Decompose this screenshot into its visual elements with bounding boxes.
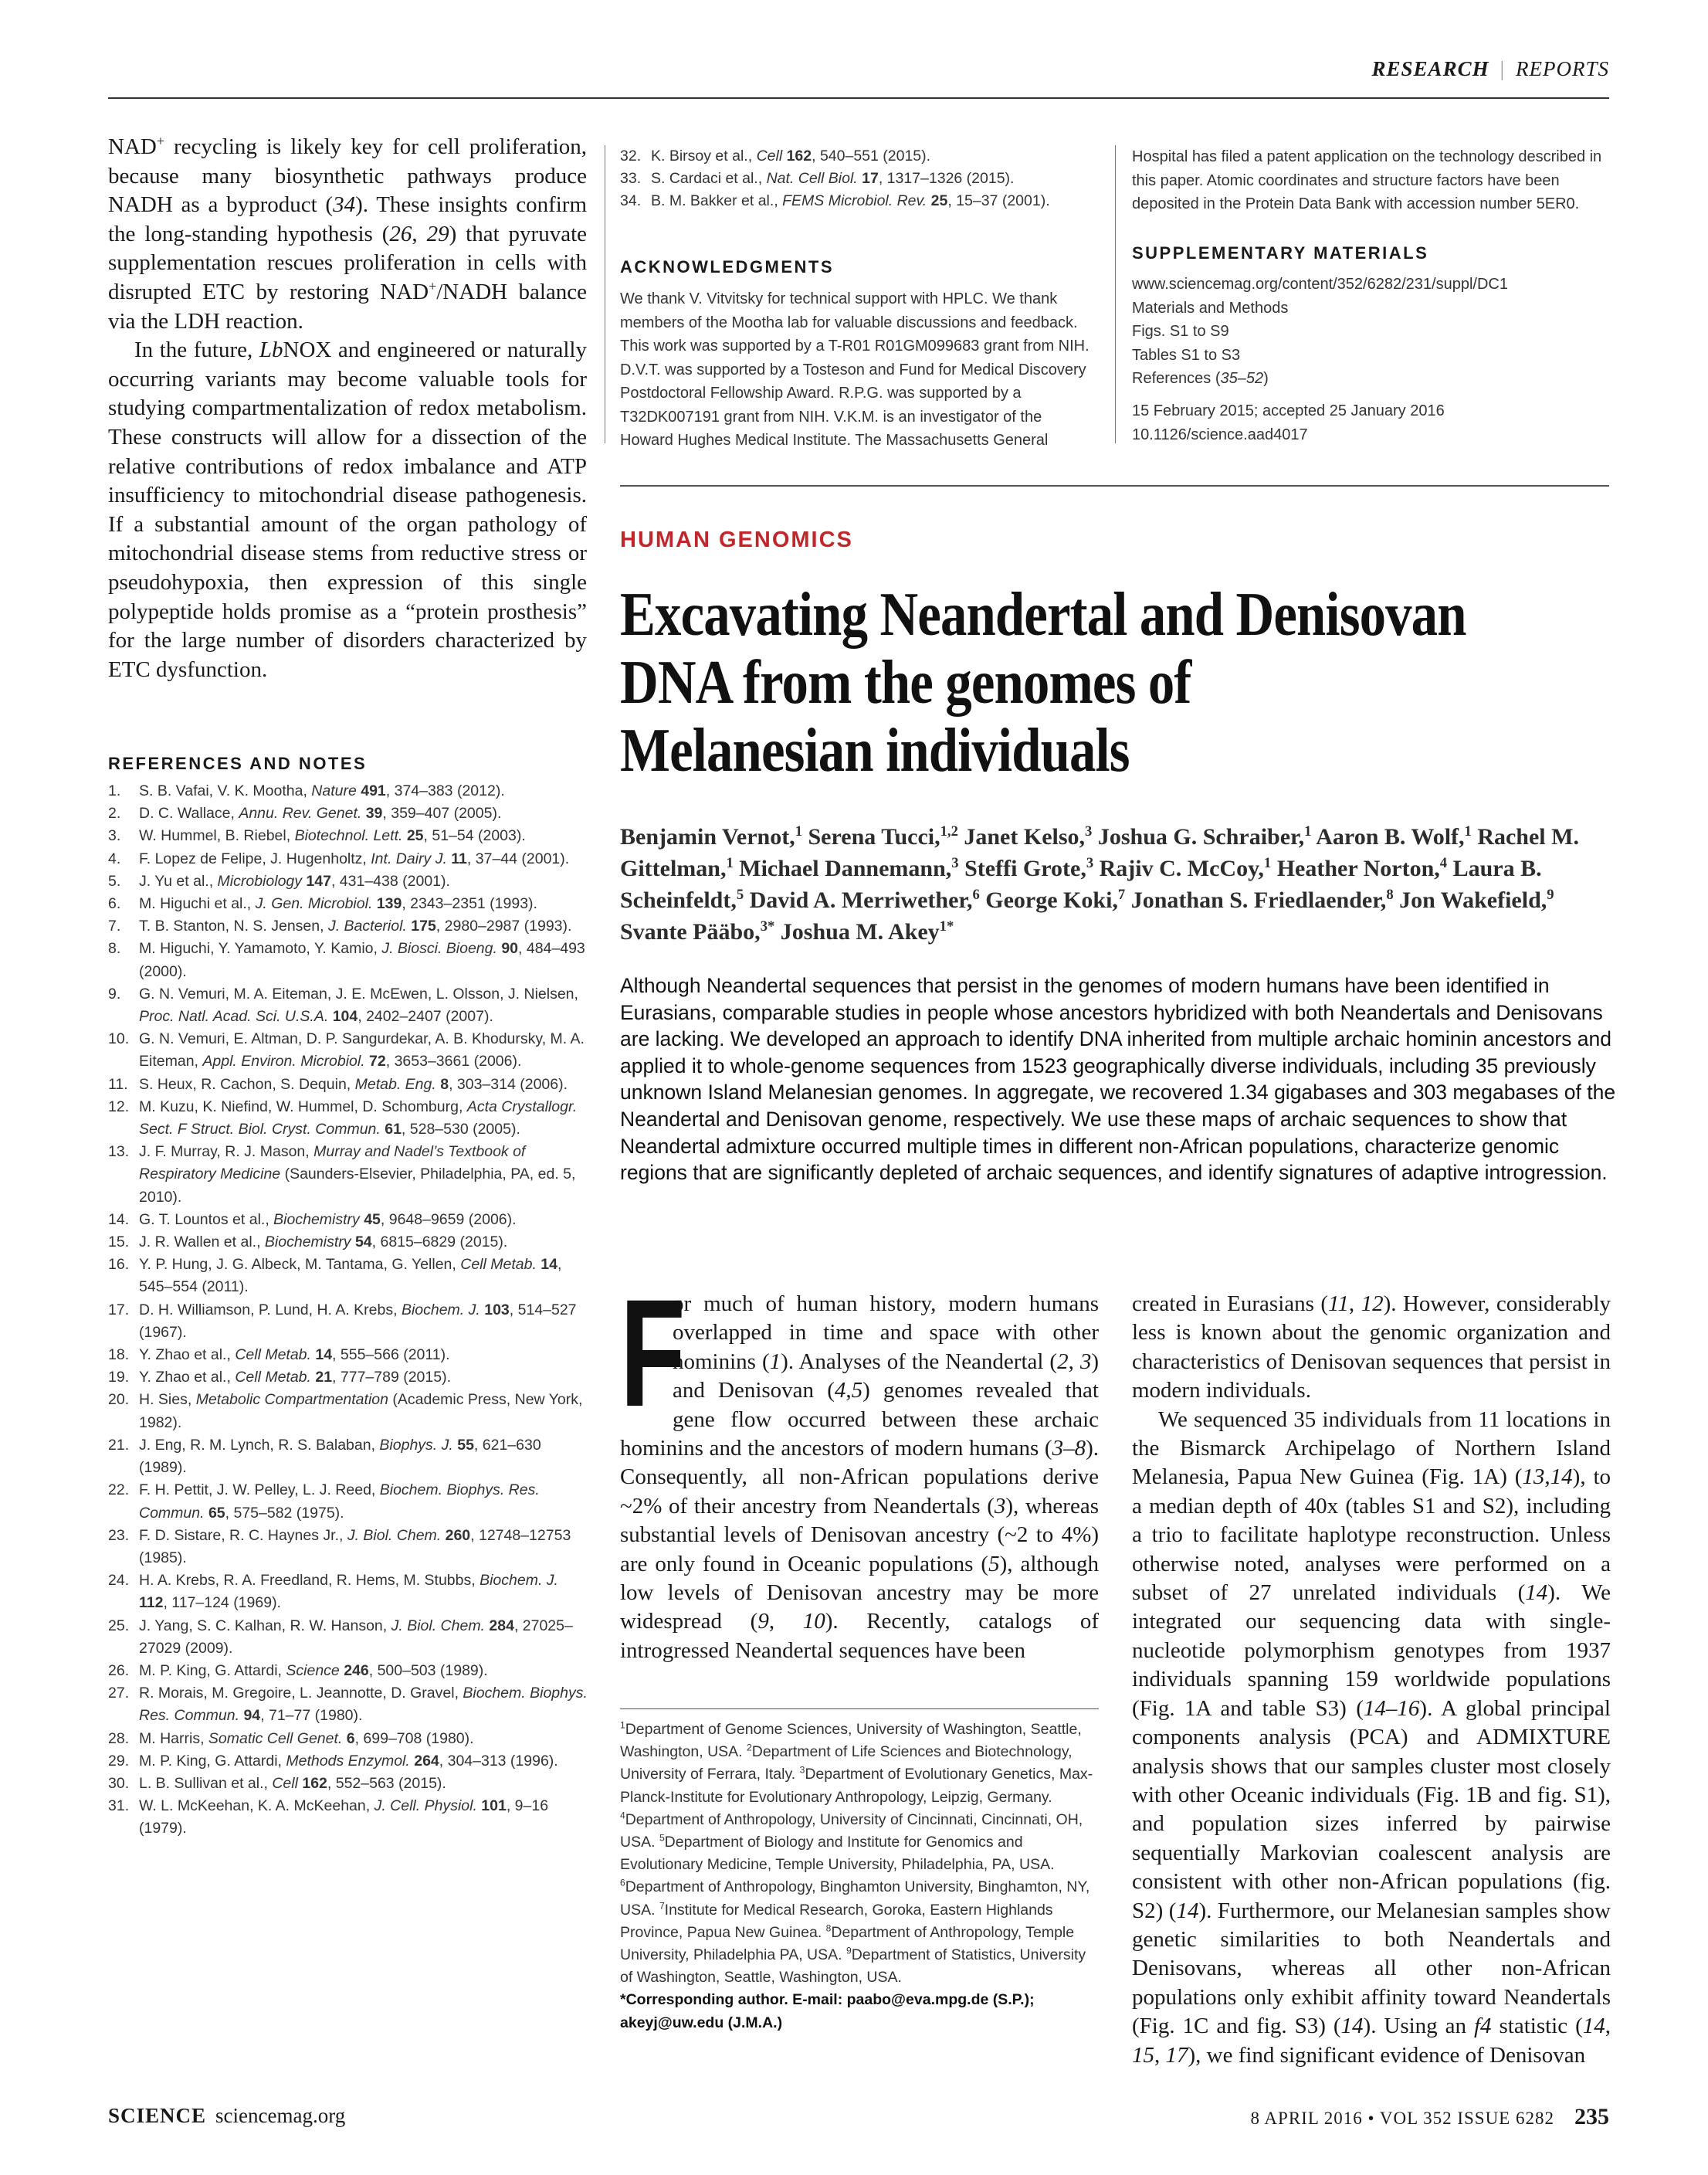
author <box>1100 856 1277 881</box>
reference-number: 9. <box>108 985 121 1003</box>
reference-item: 30. L. B. Sullivan et al., Cell 162, 552–563 (2015). <box>108 1773 590 1795</box>
journal-site[interactable]: sciencemag.org <box>215 2104 346 2127</box>
reference-item: 20. H. Sies, Metabolic Compartmentation (Academic Press, New York, 1982). <box>108 1389 590 1434</box>
body-column-right <box>1132 1290 1611 2070</box>
body-column-left <box>620 1267 1100 1665</box>
previous-article-text <box>108 133 587 684</box>
reference-item: 17. D. H. Williamson, P. Lund, H. A. Krebs, Biochem. J. 103, 514–527 (1967). <box>108 1299 590 1344</box>
paragraph: F or much of human history, modern humans overlapped in time and space with other hominins (1). Analyses of the Neandertal (2, 3) and Denisovan (4,5) genomes revealed that gene flow occurred between these archaic hominins and the ancestors of modern humans (3–8). Consequently, all non-African populations derive ~2% of their ancestry from Neandertals (3), whereas substantial levels of Denisovan ancestry (~2 to 4%) are only found in Oceanic populations (5), although low levels of Denisovan ancestry may be more widespread (9, 10). Recently, catalogs of introgressed Neandertal sequences have been <box>620 1267 1100 1663</box>
reference-number: 12. <box>108 1098 130 1115</box>
author <box>1399 887 1554 913</box>
author <box>620 824 808 850</box>
reference-item: 18. Y. Zhao et al., Cell Metab. 14, 555–566 (2011). <box>108 1344 590 1366</box>
header-section: RESEARCH <box>1371 57 1489 80</box>
running-header <box>108 57 1609 81</box>
reference-number: 27. <box>108 1685 130 1702</box>
reference-item: 14. G. T. Lountos et al., Biochemistry 45, 9648–9659 (2006). <box>108 1209 590 1231</box>
author-affiliation: 3 <box>951 855 959 871</box>
paragraph: NAD+ recycling is likely key for cell proliferation, because many biosynthetic pathways produce NADH as a byproduct (34). These insights confirm the long-standing hypothesis (26, 29) that pyruvate supplementation rescues proliferation in cells with disrupted ETC by restoring NAD+/NADH balance via the LDH reaction. <box>108 133 587 334</box>
author-affiliation: 3 <box>1085 823 1093 840</box>
article-divider <box>620 485 1609 487</box>
reference-item: 1. S. B. Vafai, V. K. Mootha, Nature 491, 374–383 (2012). <box>108 780 590 802</box>
reference-item: 31. W. L. McKeehan, K. A. McKeehan, J. Cell. Physiol. 101, 9–16 (1979). <box>108 1795 590 1840</box>
issue-info: 8 APRIL 2016 • VOL 352 ISSUE 6282 <box>1250 2109 1554 2128</box>
author-name: David A. Merriwether, <box>749 887 973 913</box>
reference-number: 3. <box>108 827 121 845</box>
author-name: George Koki, <box>985 887 1118 913</box>
reference-item: 34. B. M. Bakker et al., FEMS Microbiol. Rev. 25, 15–37 (2001). <box>620 190 1099 212</box>
acknowledgments-text: We thank V. Vitvitsky for technical support with HPLC. We thank members of the Mootha lab for valuable discussions and feedback. This work was supported by a T-R01 R01GM099683 grant from NIH. D.V.T. was supported by a Tosteson and Fund for Medical Discovery Postdoctoral Fellowship Award. R.P.G. was supported by a T32DK007191 grant from NIH. V.K.M. is an investigator of the Howard Hughes Medical Institute. The Massachusetts General <box>620 290 1090 449</box>
reference-number: 10. <box>108 1030 130 1048</box>
paragraph: We sequenced 35 individuals from 11 locations in the Bismarck Archipelago of Northern Island Melanesia, Papua New Guinea (Fig. 1A) (13,14), to a median depth of 40x (tables S1 and S2), including a trio to facilitate haplotype reconstruction. Unless otherwise noted, analyses were performed on a subset of 27 unrelated individuals (14). We integrated our sequencing data with single-nucleotide polymorphism genotypes from 1937 individuals spanning 159 worldwide populations (Fig. 1A and table S3) (14–16). A global principal components analysis (PCA) and ADMIXTURE analysis shows that our samples cluster most closely with other Oceanic individuals (Fig. 1B and fig. S1), and population sizes inferred by pairwise sequentially Markovian coalescent analysis are consistent with other non-African populations (fig. S2) (14). Furthermore, our Melanesian samples show genetic similarities to both Neandertals and Denisovans, whereas all other non-African populations only exhibit affinity toward Neandertals (Fig. 1C and fig. S3) (14). Using an f4 statistic (14, 15, 17), we find significant evidence of Denisovan <box>1132 1406 1611 2068</box>
author-name: Rachel M. Gittelman, <box>620 824 1579 881</box>
author-name: Aaron B. Wolf, <box>1316 824 1465 850</box>
reference-item: 24. H. A. Krebs, R. A. Freedland, R. Hems, M. Stubbs, Biochem. J. 112, 117–124 (1969). <box>108 1569 590 1614</box>
reference-item: 23. F. D. Sistare, R. C. Haynes Jr., J. Biol. Chem. 260, 12748–12753 (1985). <box>108 1525 590 1569</box>
reference-item: 8. M. Higuchi, Y. Yamamoto, Y. Kamio, J. Biosci. Bioeng. 90, 484–493 (2000). <box>108 938 590 982</box>
reference-number: 33. <box>620 170 642 188</box>
reference-item: 28. M. Harris, Somatic Cell Genet. 6, 699–708 (1980). <box>108 1728 590 1750</box>
journal-name: SCIENCE <box>108 2104 207 2127</box>
affiliations-rule <box>620 1708 1099 1709</box>
affiliation: $^8$Department of Anthropology, Temple University, Philadelphia PA, USA. <box>620 1922 1075 1964</box>
doi: 10.1126/science.aad4017 <box>1132 426 1308 443</box>
author <box>1098 824 1316 850</box>
reference-number: 19. <box>108 1369 130 1386</box>
reference-number: 16. <box>108 1256 130 1274</box>
reference-item: 29. M. P. King, G. Attardi, Methods Enzymol. 264, 304–313 (1996). <box>108 1750 590 1773</box>
reference-item: 9. G. N. Vemuri, M. A. Eiteman, J. E. McEwen, L. Olsson, J. Nielsen, Proc. Natl. Acad. Sci. U.S.A. 104, 2402–2407 (2007). <box>108 983 590 1028</box>
author <box>1131 887 1399 913</box>
title-line: DNA from the genomes of <box>620 649 1191 717</box>
footer-left <box>108 2104 345 2128</box>
author <box>964 824 1097 850</box>
author-name: Rajiv C. McCoy, <box>1099 856 1264 881</box>
reference-number: 17. <box>108 1301 130 1318</box>
references-list-middle <box>620 145 1099 213</box>
affiliation: $^1$Department of Genome Sciences, University of Washington, Seattle, Washington, USA. <box>620 1719 1082 1761</box>
reference-number: 5. <box>108 872 121 890</box>
footer-right <box>927 2104 1609 2130</box>
author-name: Laura B. Scheinfeldt, <box>620 856 1542 913</box>
article-dates <box>1132 399 1611 446</box>
reference-number: 6. <box>108 895 121 913</box>
supplementary-list <box>1132 273 1611 391</box>
author-name: Joshua G. Schraiber, <box>1097 824 1305 850</box>
reference-item: 22. F. H. Pettit, J. W. Pelley, L. J. Reed, Biochem. Biophys. Res. Commun. 65, 575–582 (1975). <box>108 1479 590 1524</box>
reference-item: 25. J. Yang, S. C. Kalhan, R. W. Hanson, J. Biol. Chem. 284, 27025–27029 (2009). <box>108 1615 590 1660</box>
author-affiliation: 6 <box>972 887 980 903</box>
author-affiliation: 8 <box>1386 887 1394 903</box>
author-affiliation: 1,2 <box>940 823 958 840</box>
paragraph: In the future, LbNOX and engineered or naturally occurring variants may become valuable tools for studying compartmentalization of redox metabolism. These constructs will allow for a dissection of the relative contributions of redox imbalance and ATP insufficiency to mitochondrial disease pathogenesis. If a substantial amount of the organ pathology of mitochondrial disease stems from reductive stress or pseudohypoxia, then expression of this single polypeptide holds promise as a “protein prosthesis” for the large number of disorders characterized by ETC dysfunction. <box>108 338 587 682</box>
author <box>620 919 781 945</box>
author-affiliation: 7 <box>1117 887 1126 903</box>
author-affiliation: 1 <box>1464 823 1472 840</box>
drop-cap: F <box>620 1267 686 1438</box>
author-affiliation: 1 <box>795 823 802 840</box>
article-title <box>620 581 1476 785</box>
reference-number: 23. <box>108 1526 130 1544</box>
received-accepted: 15 February 2015; accepted 25 January 2016 <box>1132 402 1445 419</box>
author-name: Janet Kelso, <box>964 824 1086 850</box>
abstract: Although Neandertal sequences that persist in the genomes of modern humans have been identified in Eurasians, comparable studies in people whose ancestors hybridized with both Neandertals and Denisovans are lacking. We developed an approach to identify DNA inherited from multiple archaic hominin ancestors and applied it to whole-genome sequences from 1523 geographically diverse individuals, including 35 previously unknown Island Melanesian genomes. In aggregate, we recovered 1.34 gigabases and 303 megabases of the Neandertal and Denisovan genome, respectively. We use these maps of archaic sequences to show that Neandertal admixture occurred multiple times in different non-African populations, characterize genomic regions that are significantly depleted of archaic sequences, and identify signatures of adaptive introgression. <box>620 974 1616 1185</box>
reference-item: 2. D. C. Wallace, Annu. Rev. Genet. 39, 359–407 (2005). <box>108 802 590 825</box>
header-subsection: REPORTS <box>1516 57 1609 80</box>
supplementary-item: Materials and Methods <box>1132 299 1289 317</box>
author <box>808 824 964 850</box>
page-number: 235 <box>1574 2104 1609 2129</box>
reference-item: 11. S. Heux, R. Cachon, S. Dequin, Metab. Eng. 8, 303–314 (2006). <box>108 1074 590 1096</box>
author-name: Heather Norton, <box>1276 856 1440 881</box>
reference-number: 22. <box>108 1481 130 1499</box>
author <box>750 887 986 913</box>
author <box>985 887 1130 913</box>
affiliation: $^4$Department of Anthropology, University of Cincinnati, Cincinnati, OH, USA. <box>620 1810 1083 1851</box>
reference-number: 29. <box>108 1752 130 1770</box>
acknowledgments-heading: ACKNOWLEDGMENTS <box>620 257 835 277</box>
author-name: Steffi Grote, <box>964 856 1086 881</box>
supplementary-url[interactable]: www.sciencemag.org/content/352/6282/231/suppl/DC1 <box>1132 276 1508 293</box>
reference-number: 31. <box>108 1797 130 1815</box>
header-rule <box>108 97 1609 99</box>
author-name: Jon Wakefield, <box>1399 887 1547 913</box>
affiliations <box>620 1719 1099 2034</box>
affiliation: $^9$Department of Statistics, University of Washington, Seattle, Washington, USA. <box>620 1945 1086 1987</box>
reference-number: 20. <box>108 1391 130 1409</box>
author-name: Benjamin Vernot, <box>620 824 795 850</box>
reference-item: 4. F. Lopez de Felipe, J. Hugenholtz, Int. Dairy J. 11, 37–44 (2001). <box>108 848 590 870</box>
reference-number: 28. <box>108 1729 130 1747</box>
reference-item: 7. T. B. Stanton, N. S. Jensen, J. Bacteriol. 175, 2980–2987 (1993). <box>108 915 590 938</box>
author-affiliation: 1 <box>1263 855 1272 871</box>
reference-number: 8. <box>108 940 121 958</box>
author-name: Svante Pääbo, <box>620 919 761 945</box>
reference-number: 21. <box>108 1436 130 1454</box>
reference-number: 7. <box>108 918 121 935</box>
supplementary-item: References (35–52) <box>1132 370 1269 387</box>
author-affiliation: 1 <box>1304 823 1312 840</box>
author-affiliation: 1 <box>726 855 734 871</box>
reference-number: 14. <box>108 1210 130 1228</box>
reference-number: 25. <box>108 1617 130 1634</box>
affiliation: $^7$Institute for Medical Research, Goroka, Eastern Highlands Province, Papua New Guinea. <box>620 1900 1053 1941</box>
author-name: Serena Tucci, <box>808 824 940 850</box>
reference-item: 13. J. F. Murray, R. J. Mason, Murray and Nadel’s Textbook of Respiratory Medicine (Saunders-Elsevier, Philadelphia, PA, ed. 5, 2010). <box>108 1141 590 1209</box>
references-list-left <box>108 780 590 1841</box>
reference-number: 2. <box>108 805 121 823</box>
reference-number: 26. <box>108 1661 130 1679</box>
reference-item: 16. Y. P. Hung, J. G. Albeck, M. Tantama, G. Yellen, Cell Metab. 14, 545–554 (2011). <box>108 1254 590 1298</box>
author-affiliation: 4 <box>1439 855 1448 871</box>
author <box>739 856 964 881</box>
reference-number: 30. <box>108 1774 130 1792</box>
paragraph: created in Eurasians (11, 12). However, considerably less is known about the genomic organization and characteristics of Denisovan sequences that persist in modern individuals. <box>1132 1291 1611 1403</box>
reference-number: 32. <box>620 148 642 165</box>
author-list <box>620 821 1616 948</box>
author-affiliation: 5 <box>736 887 744 903</box>
reference-item: 10. G. N. Vemuri, E. Altman, D. P. Sangurdekar, A. B. Khodursky, M. A. Eiteman, Appl. Environ. Microbiol. 72, 3653–3661 (2006). <box>108 1028 590 1073</box>
author-name: Jonathan S. Friedlaender, <box>1130 887 1387 913</box>
reference-number: 4. <box>108 850 121 867</box>
author-affiliation: 9 <box>1547 887 1554 903</box>
reference-number: 1. <box>108 782 121 799</box>
affiliation: $^2$Department of Life Sciences and Biotechnology, University of Ferrara, Italy. <box>620 1742 1073 1783</box>
author <box>964 856 1100 881</box>
column-divider <box>1115 145 1116 443</box>
title-line: Excavating Neandertal and Denisovan <box>620 581 1466 649</box>
reference-item: 33. S. Cardaci et al., Nat. Cell Biol. 17, 1317–1326 (2015). <box>620 168 1099 190</box>
supplementary-item: Tables S1 to S3 <box>1132 346 1241 364</box>
corresponding-author: *Corresponding author. E-mail: paabo@eva.mpg.de (S.P.); akeyj@uw.edu (J.M.A.) <box>620 1991 1035 2031</box>
reference-item: 6. M. Higuchi et al., J. Gen. Microbiol. 139, 2343–2351 (1993). <box>108 893 590 915</box>
acknowledgments-continued: Hospital has filed a patent application on the technology described in this paper. Atomic coordinates and structure factors have been deposited in the Protein Data Bank with accession number 5ER0. <box>1132 148 1602 212</box>
title-line: Melanesian individuals <box>620 717 1130 785</box>
author-affiliation: 3 <box>1086 855 1094 871</box>
references-heading: REFERENCES AND NOTES <box>108 754 368 773</box>
reference-number: 15. <box>108 1233 130 1251</box>
affiliation: $^3$Department of Evolutionary Genetics, Max-Planck-Institute for Evolutionary Anthropology, Leipzig, Germany. <box>620 1764 1093 1806</box>
affiliation: $^5$Department of Biology and Institute for Genomics and Evolutionary Medicine, Temple University, Philadelphia, PA, USA. <box>620 1832 1055 1874</box>
affiliation: $^6$Department of Anthropology, Binghamton University, Binghamton, NY, USA. <box>620 1877 1090 1919</box>
author <box>1277 856 1453 881</box>
supplementary-heading: SUPPLEMENTARY MATERIALS <box>1132 243 1429 263</box>
reference-item: 21. J. Eng, R. M. Lynch, R. S. Balaban, Biophys. J. 55, 621–630 (1989). <box>108 1434 590 1479</box>
reference-item: 19. Y. Zhao et al., Cell Metab. 21, 777–789 (2015). <box>108 1366 590 1389</box>
reference-number: 18. <box>108 1346 130 1364</box>
author-name: Joshua M. Akey <box>780 919 940 945</box>
reference-item: 12. M. Kuzu, K. Niefind, W. Hummel, D. Schomburg, Acta Crystallogr. Sect. F Struct. Biol. Cryst. Commun. 61, 528–530 (2005). <box>108 1096 590 1141</box>
author-affiliation: 3* <box>760 918 775 935</box>
reference-number: 34. <box>620 192 642 210</box>
reference-number: 11. <box>108 1075 128 1093</box>
reference-item: 27. R. Morais, M. Gregoire, L. Jeannotte, D. Gravel, Biochem. Biophys. Res. Commun. 94, 71–77 (1980). <box>108 1682 590 1727</box>
author <box>1316 824 1477 850</box>
reference-item: 15. J. R. Wallen et al., Biochemistry 54, 6815–6829 (2015). <box>108 1231 590 1254</box>
reference-item: 3. W. Hummel, B. Riebel, Biotechnol. Lett. 25, 51–54 (2003). <box>108 825 590 847</box>
section-label: HUMAN GENOMICS <box>620 528 853 552</box>
header-separator: | <box>1500 57 1505 80</box>
reference-number: 24. <box>108 1572 130 1590</box>
reference-item: 32. K. Birsoy et al., Cell 162, 540–551 (2015). <box>620 145 1099 168</box>
author-name: Michael Dannemann, <box>739 856 952 881</box>
supplementary-item: Figs. S1 to S9 <box>1132 323 1229 340</box>
reference-item: 5. J. Yu et al., Microbiology 147, 431–438 (2001). <box>108 870 590 893</box>
reference-number: 13. <box>108 1143 130 1161</box>
author <box>781 919 954 945</box>
author-affiliation: 1* <box>939 918 954 935</box>
reference-item: 26. M. P. King, G. Attardi, Science 246, 500–503 (1989). <box>108 1660 590 1682</box>
